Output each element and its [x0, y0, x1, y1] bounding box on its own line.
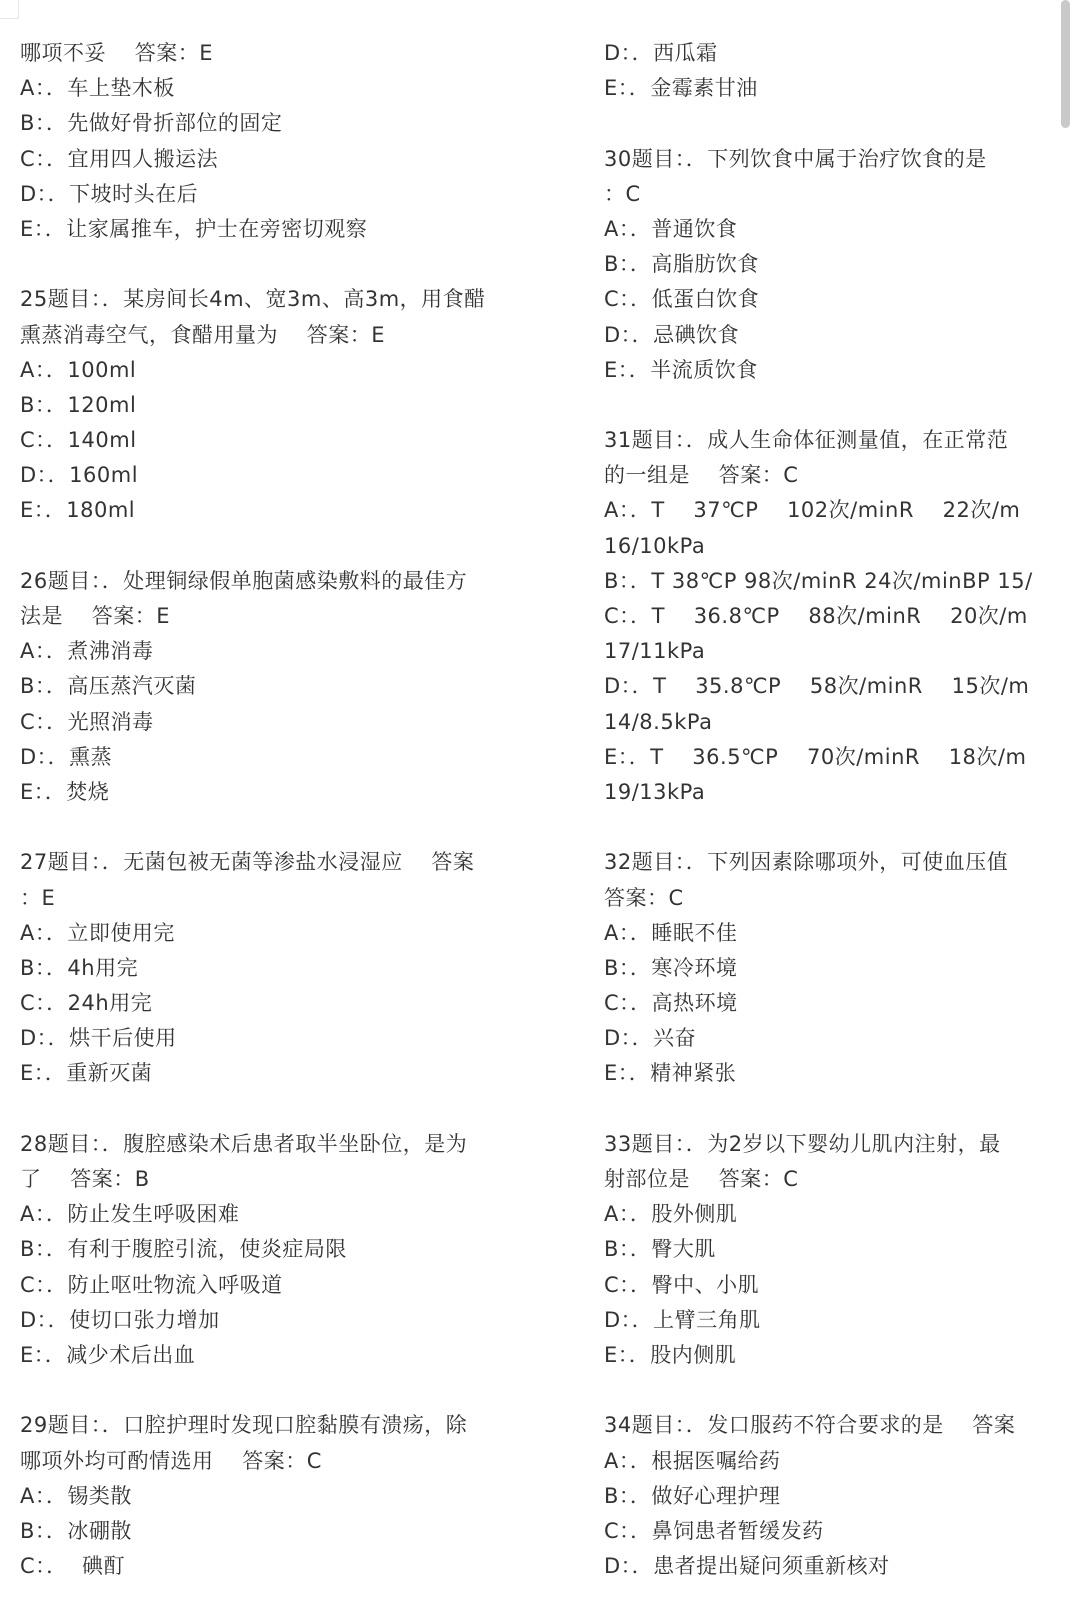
left-column-text-line: D：．下坡时头在后	[20, 181, 199, 206]
right-column-text-line: ：C	[604, 181, 641, 206]
right-column-text-line: B：．做好心理护理	[604, 1483, 781, 1508]
right-column-text-line: 射部位是 答案：C	[604, 1167, 799, 1191]
right-column-text-line: D：．T 35.8℃P 58次/minR 15次/m	[604, 674, 1030, 699]
left-column-text-line: A：．防止发生呼吸困难	[20, 1202, 240, 1227]
left-column-blank-line	[20, 529, 555, 564]
right-column-text-line: C：．高热环境	[604, 991, 738, 1016]
left-column-text-line: A：．车上垫木板	[20, 76, 175, 101]
right-column-text-line: E：．股内侧肌	[604, 1342, 737, 1367]
left-column-text-line: B：．4h用完	[20, 955, 139, 980]
right-column-text-line: D：．忌碘饮食	[604, 322, 740, 347]
left-column-text-line: C：．140ml	[20, 428, 137, 453]
left-column-text-line: B：．高压蒸汽灭菌	[20, 674, 197, 699]
right-column-text-line: E：．半流质饮食	[604, 357, 758, 382]
right-column-text-line: E：．金霉素甘油	[604, 76, 758, 101]
left-column-text-line: E：．让家属推车，护士在旁密切观察	[20, 216, 368, 241]
right-column-text-line: 答案：C	[604, 885, 684, 910]
left-column-text-line: 哪项不妥 答案：E	[20, 41, 213, 65]
right-column-text-line: 34题目：．发口服药不符合要求的是 答案	[604, 1413, 1016, 1438]
right-column-text-line: A：．睡眠不佳	[604, 920, 738, 945]
vertical-scrollbar[interactable]	[1061, 0, 1070, 128]
right-column-text-line: 17/11kPa	[604, 639, 706, 664]
right-column-text-line: A：．普通饮食	[604, 216, 738, 241]
left-column-blank-line	[20, 810, 555, 845]
left-column-text-line: 28题目：．腹腔感染术后患者取半坐卧位，是为	[20, 1131, 468, 1156]
left-column-text-line: E：．180ml	[20, 498, 136, 523]
right-column-text-line: D：．上臂三角肌	[604, 1307, 761, 1332]
left-column-text-line: 25题目：．某房间长4m、宽3m、高3m，用食醋	[20, 287, 486, 312]
right-column-text-line: 30题目：．下列饮食中属于治疗饮食的是	[604, 146, 987, 171]
right-column-text-line: 31题目：．成人生命体征测量值，在正常范	[604, 428, 1009, 453]
left-column-text-line: C：．24h用完	[20, 991, 153, 1016]
right-column-text-line: D：．兴奋	[604, 1026, 697, 1051]
left-column-text-line: B：．先做好骨折部位的固定	[20, 111, 283, 136]
left-column-text-line: C：．宜用四人搬运法	[20, 146, 219, 171]
left-column-blank-line	[20, 1092, 555, 1127]
left-column-text-line: E：．重新灭菌	[20, 1061, 153, 1086]
right-column-text-line: A：．T 37℃P 102次/minR 22次/m	[604, 498, 1021, 523]
left-column-blank-line	[20, 247, 555, 282]
right-column-text-line: 16/10kPa	[604, 533, 706, 558]
left-column-text-line: B：．冰硼散	[20, 1518, 132, 1543]
right-column-text-line: 的一组是 答案：C	[604, 463, 799, 488]
left-column-text-line: D：．160ml	[20, 463, 139, 488]
left-column-text-line: 29题目：．口腔护理时发现口腔黏膜有溃疡，除	[20, 1413, 468, 1438]
page-corner-mark	[0, 0, 19, 19]
left-column-text-line: A：．立即使用完	[20, 920, 175, 945]
right-column-blank-line	[604, 810, 1080, 845]
left-column-text-line: 26题目：．处理铜绿假单胞菌感染敷料的最佳方	[20, 568, 468, 593]
right-column-text-line: 32题目：．下列因素除哪项外，可使血压值	[604, 850, 1009, 875]
left-column-text-line: B：．有利于腹腔引流，使炎症局限	[20, 1237, 347, 1262]
right-column	[604, 36, 1080, 1584]
right-column-text-line: B：．寒冷环境	[604, 955, 738, 980]
right-column-text-line: 14/8.5kPa	[604, 709, 713, 734]
left-column-text-line: A：．煮沸消毒	[20, 639, 154, 664]
left-column-text-line: D：．烘干后使用	[20, 1026, 177, 1051]
right-column-text-line: C：．鼻饲患者暂缓发药	[604, 1518, 824, 1543]
left-column-text-line: A：．锡类散	[20, 1483, 132, 1508]
right-column-text-line: D：．患者提出疑问须重新核对	[604, 1554, 890, 1579]
left-column-text-line: ：E	[20, 885, 56, 910]
left-column-text-line: C：． 碘酊	[20, 1554, 126, 1579]
right-column-text-line: B：．臀大肌	[604, 1237, 716, 1262]
right-column-text-line: A：．股外侧肌	[604, 1202, 738, 1227]
right-column-text-line: E：．精神紧张	[604, 1061, 737, 1086]
right-column-text-line: 19/13kPa	[604, 779, 706, 804]
left-column-text-line: 熏蒸消毒空气，食醋用量为 答案：E	[20, 322, 385, 347]
left-column-text-line: E：．焚烧	[20, 779, 110, 804]
left-column-text-line: C：．防止呕吐物流入呼吸道	[20, 1272, 283, 1297]
left-column-blank-line	[20, 1373, 555, 1408]
left-column-text-line: 法是 答案：E	[20, 604, 170, 628]
left-column-text-line: 27题目：．无菌包被无菌等渗盐水浸湿应 答案	[20, 850, 475, 875]
right-column-text-line: C：．低蛋白饮食	[604, 287, 760, 312]
right-column-blank-line	[604, 388, 1080, 423]
left-column-text-line: 了 答案：B	[20, 1167, 150, 1191]
right-column-blank-line	[604, 1373, 1080, 1408]
right-column-text-line: B：．T 38℃P 98次/minR 24次/minBP 15/	[604, 568, 1033, 593]
left-column-text-line: C：．光照消毒	[20, 709, 154, 734]
left-column-text-line: D：．熏蒸	[20, 744, 113, 769]
left-column-text-line: D：．使切口张力增加	[20, 1307, 220, 1332]
left-column-text-line: E：．减少术后出血	[20, 1342, 196, 1367]
right-column-text-line: C：．T 36.8℃P 88次/minR 20次/m	[604, 604, 1028, 628]
right-column-text-line: A：．根据医嘱给药	[604, 1448, 781, 1473]
right-column-text-line: E：．T 36.5℃P 70次/minR 18次/m	[604, 744, 1027, 769]
right-column-text-line: B：．高脂肪饮食	[604, 252, 759, 277]
left-column	[20, 36, 555, 1584]
left-column-text-line: 哪项外均可酌情选用 答案：C	[20, 1448, 322, 1473]
right-column-text-line: D：．西瓜霜	[604, 41, 718, 65]
right-column-text-line: 33题目：．为2岁以下婴幼儿肌内注射，最	[604, 1131, 1001, 1156]
right-column-blank-line	[604, 1092, 1080, 1127]
right-column-text-line: C：．臀中、小肌	[604, 1272, 760, 1297]
right-column-blank-line	[604, 106, 1080, 141]
left-column-text-line: A：．100ml	[20, 357, 137, 382]
left-column-text-line: B：．120ml	[20, 392, 137, 417]
